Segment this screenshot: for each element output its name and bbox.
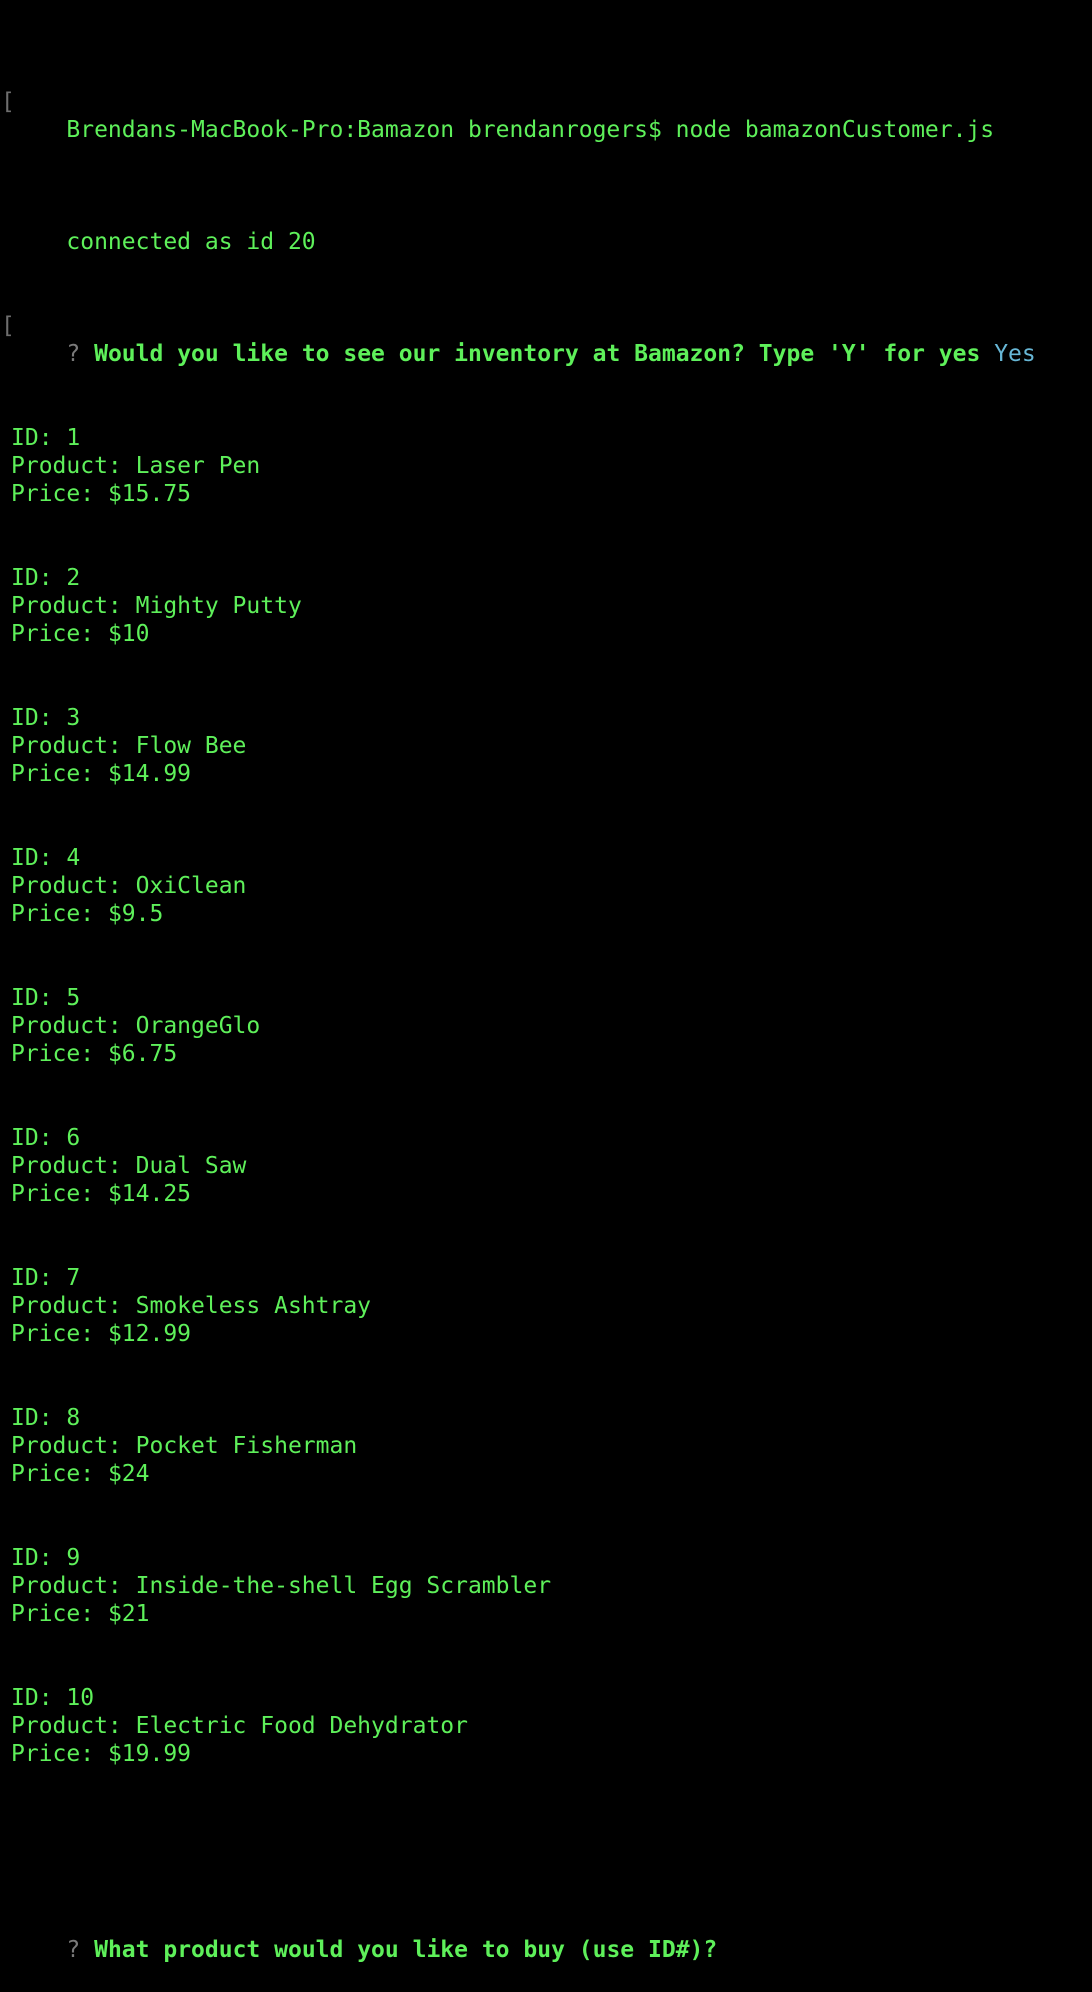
item-price-label: Price:	[11, 1041, 108, 1067]
inventory-item	[11, 1544, 1086, 1684]
item-price-label: Price:	[11, 481, 108, 507]
item-price-label: Price:	[11, 1461, 108, 1487]
blank-lines	[11, 1208, 1086, 1264]
line-marker-bracket: [	[1, 313, 15, 339]
item-product-value: OrangeGlo	[135, 1013, 261, 1039]
item-price-label: Price:	[11, 1601, 108, 1627]
item-id-label: ID:	[11, 845, 67, 871]
blank-lines	[11, 1068, 1086, 1124]
item-product-value: OxiClean	[135, 873, 247, 899]
item-product-label: Product:	[11, 1573, 136, 1599]
item-id-value: 8	[66, 1405, 81, 1431]
inventory-item	[11, 1264, 1086, 1404]
blank-lines	[11, 788, 1086, 844]
item-price-value: $6.75	[107, 1041, 178, 1067]
item-product-line	[11, 1432, 1086, 1460]
blank-lines	[11, 1768, 1086, 1824]
item-id-line	[11, 844, 1086, 872]
item-product-label: Product:	[11, 453, 136, 479]
item-product-label: Product:	[11, 873, 136, 899]
item-price-label: Price:	[11, 901, 108, 927]
item-id-line	[11, 1544, 1086, 1572]
item-price-label: Price:	[11, 1321, 108, 1347]
item-id-label: ID:	[11, 1265, 67, 1291]
item-product-label: Product:	[11, 733, 136, 759]
item-id-value: 2	[66, 565, 81, 591]
terminal-window[interactable]	[1, 4, 1086, 1992]
inventory-item	[11, 424, 1086, 564]
item-price-line	[11, 480, 1086, 508]
item-product-line	[11, 1012, 1086, 1040]
question-mark-icon: ?	[66, 341, 81, 367]
item-product-value: Electric Food Dehydrator	[135, 1713, 468, 1739]
connection-status: connected as id 20	[66, 229, 316, 255]
item-id-line	[11, 424, 1086, 452]
item-id-label: ID:	[11, 1125, 67, 1151]
inventory-question-answer: Yes	[994, 341, 1036, 367]
item-product-line	[11, 1572, 1086, 1600]
item-id-line	[11, 1684, 1086, 1712]
inventory-question-text: Would you like to see our inventory at Bamazon? Type 'Y' for yes	[94, 341, 981, 367]
item-id-label: ID:	[11, 1545, 67, 1571]
item-id-line	[11, 984, 1086, 1012]
item-product-label: Product:	[11, 1713, 136, 1739]
item-product-line	[11, 1292, 1086, 1320]
item-product-line	[11, 592, 1086, 620]
item-product-line	[11, 732, 1086, 760]
shell-prompt-line	[1, 88, 1086, 143]
item-product-line	[11, 1152, 1086, 1180]
item-price-value: $24	[107, 1461, 150, 1487]
item-price-label: Price:	[11, 761, 108, 787]
item-product-label: Product:	[11, 1293, 136, 1319]
item-price-value: $14.99	[107, 761, 192, 787]
item-product-value: Mighty Putty	[135, 593, 302, 619]
item-price-label: Price:	[11, 621, 108, 647]
item-id-value: 5	[66, 985, 81, 1011]
item-product-line	[11, 872, 1086, 900]
item-price-value: $9.5	[107, 901, 164, 927]
purchase-question-line[interactable]	[11, 1908, 1086, 1963]
item-price-line	[11, 900, 1086, 928]
item-price-value: $19.99	[107, 1741, 192, 1767]
item-price-line	[11, 1180, 1086, 1208]
item-id-value: 4	[66, 845, 81, 871]
item-id-line	[11, 564, 1086, 592]
inventory-item	[11, 984, 1086, 1124]
item-id-line	[11, 1264, 1086, 1292]
item-id-line	[11, 1124, 1086, 1152]
blank-lines	[11, 928, 1086, 984]
blank-lines	[11, 648, 1086, 704]
item-id-label: ID:	[11, 985, 67, 1011]
inventory-item	[11, 844, 1086, 984]
inventory-item	[11, 1124, 1086, 1264]
item-price-value: $21	[107, 1601, 150, 1627]
blank-lines	[11, 1348, 1086, 1404]
blank-lines	[11, 508, 1086, 564]
item-price-value: $15.75	[107, 481, 192, 507]
purchase-question-text: What product would you like to buy (use ID#)?	[94, 1937, 718, 1963]
inventory-item	[11, 704, 1086, 844]
item-price-line	[11, 1600, 1086, 1628]
inventory-list	[11, 424, 1086, 1824]
item-id-value: 3	[66, 705, 81, 731]
inventory-item	[11, 1404, 1086, 1544]
line-marker-bracket: [	[1, 89, 15, 115]
item-product-label: Product:	[11, 1153, 136, 1179]
item-id-line	[11, 704, 1086, 732]
item-id-label: ID:	[11, 1405, 67, 1431]
inventory-question-line	[1, 312, 1086, 367]
inventory-item	[11, 1684, 1086, 1824]
item-product-value: Laser Pen	[135, 453, 261, 479]
item-price-line	[11, 760, 1086, 788]
item-id-label: ID:	[11, 565, 67, 591]
item-id-value: 6	[66, 1125, 81, 1151]
item-id-value: 1	[66, 425, 81, 451]
item-price-line	[11, 1320, 1086, 1348]
item-price-value: $12.99	[107, 1321, 192, 1347]
item-price-value: $14.25	[107, 1181, 192, 1207]
item-product-value: Inside-the-shell Egg Scrambler	[135, 1573, 552, 1599]
item-price-line	[11, 620, 1086, 648]
item-id-line	[11, 1404, 1086, 1432]
blank-lines	[11, 1488, 1086, 1544]
shell-command: Brendans-MacBook-Pro:Bamazon brendanrogers$ node bamazonCustomer.js	[66, 117, 995, 143]
blank-lines	[11, 1628, 1086, 1684]
item-product-line	[11, 1712, 1086, 1740]
item-price-value: $10	[107, 621, 150, 647]
item-id-label: ID:	[11, 425, 67, 451]
item-price-line	[11, 1040, 1086, 1068]
item-price-label: Price:	[11, 1741, 108, 1767]
item-price-line	[11, 1460, 1086, 1488]
item-product-line	[11, 452, 1086, 480]
item-product-label: Product:	[11, 1013, 136, 1039]
inventory-item	[11, 564, 1086, 704]
item-product-value: Flow Bee	[135, 733, 247, 759]
item-product-value: Smokeless Ashtray	[135, 1293, 372, 1319]
item-id-value: 10	[66, 1685, 95, 1711]
item-product-label: Product:	[11, 593, 136, 619]
item-product-value: Pocket Fisherman	[135, 1433, 358, 1459]
item-id-value: 7	[66, 1265, 81, 1291]
item-price-line	[11, 1740, 1086, 1768]
item-product-label: Product:	[11, 1433, 136, 1459]
item-id-label: ID:	[11, 1685, 67, 1711]
item-product-value: Dual Saw	[135, 1153, 247, 1179]
connection-status-line	[11, 200, 1086, 255]
item-id-value: 9	[66, 1545, 81, 1571]
item-price-label: Price:	[11, 1181, 108, 1207]
item-id-label: ID:	[11, 705, 67, 731]
question-mark-icon: ?	[66, 1937, 81, 1963]
